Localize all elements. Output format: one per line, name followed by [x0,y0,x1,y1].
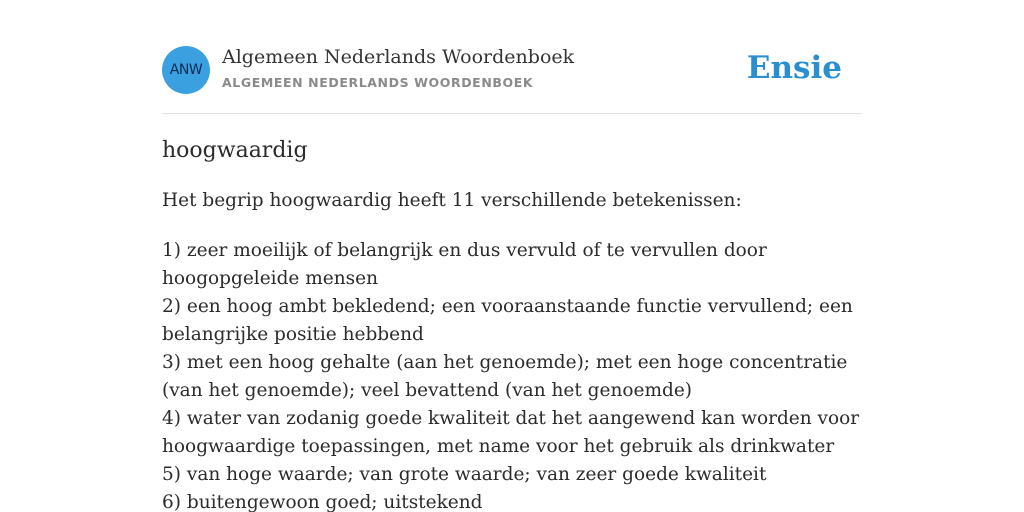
entry-intro: Het begrip hoogwaardig heeft 11 verschillende betekenissen: [162,190,742,211]
source-logo[interactable]: ANW [162,46,210,94]
meanings-list [162,237,862,512]
entry-word: hoogwaardig [162,138,308,163]
meaning-item: 1) zeer moeilijk of belangrijk en dus vervuld of te vervullen door hoogopgeleide mensen [162,240,767,289]
header [162,46,862,96]
meaning-item: 3) met een hoog gehalte (aan het genoemde); met een hoge concentratie (van het genoemde); veel bevattend (van het genoemde) [162,352,848,401]
meaning-item: 5) van hoge waarde; van grote waarde; van zeer goede kwaliteit [162,464,767,485]
header-divider [162,113,862,114]
meaning-item: 2) een hoog ambt bekledend; een vooraanstaande functie vervullend; een belangrijke positie hebbend [162,296,853,345]
source-title[interactable]: Algemeen Nederlands Woordenboek [222,46,575,68]
meaning-item: 4) water van zodanig goede kwaliteit dat het aangewend kan worden voor hoogwaardige toepassingen, met name voor het gebruik als drinkwater [162,408,860,457]
brand-logo[interactable]: Ensie [746,50,842,86]
source-subtitle: ALGEMEEN NEDERLANDS WOORDENBOEK [222,75,534,90]
meaning-item: 6) buitengewoon goed; uitstekend [162,492,483,512]
